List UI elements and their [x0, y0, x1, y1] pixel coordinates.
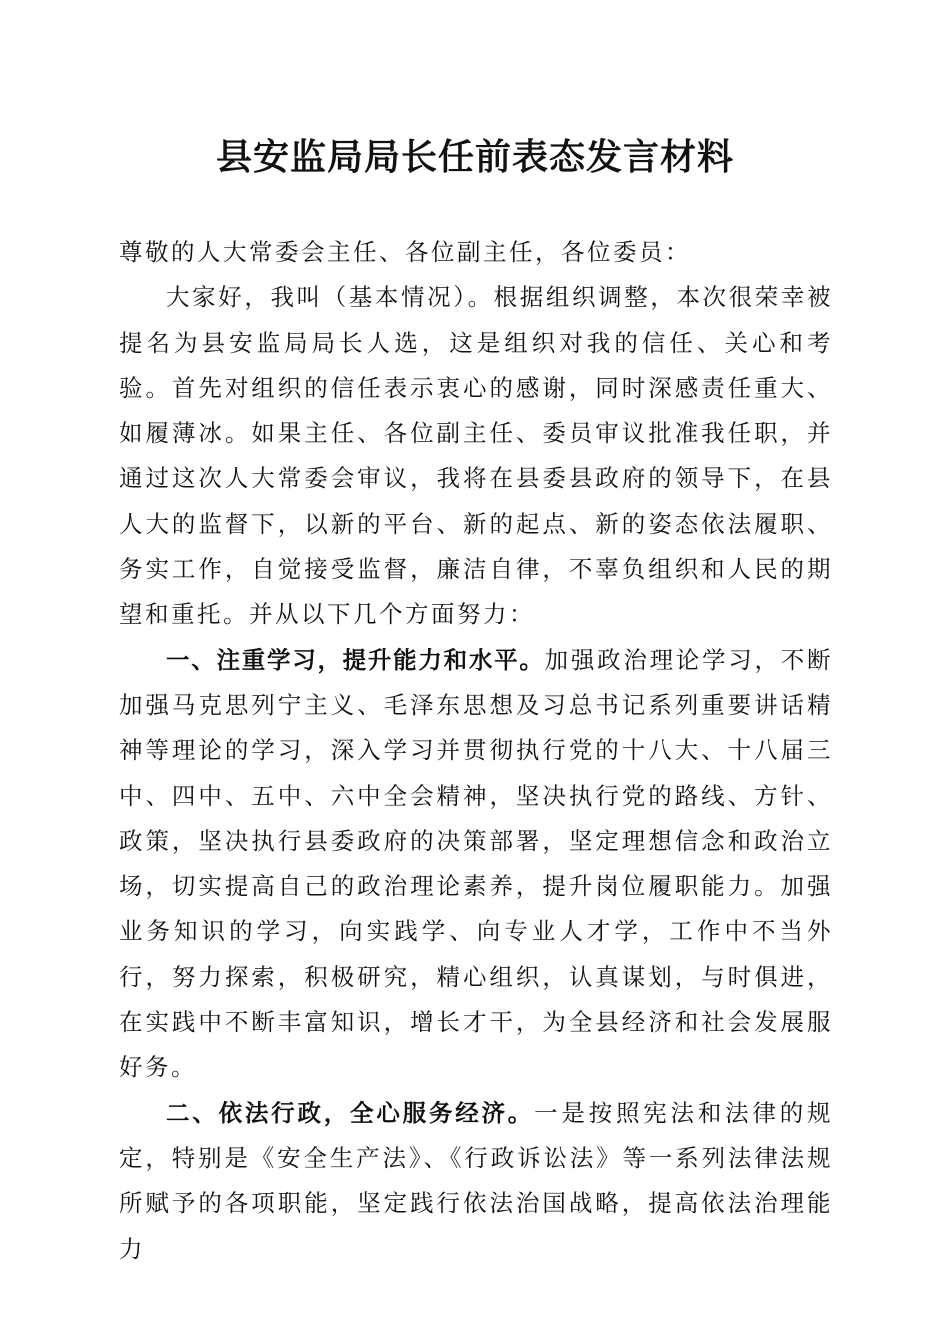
section-1-heading: 一、注重学习，提升能力和水平。 [166, 645, 545, 674]
section-1-text: 加强政治理论学习，不断加强马克思列宁主义、毛泽东思想及习总书记系列重要讲话精神等理论的学习，深入学习并贯彻执行党的十八大、十八届三中、四中、五中、六中全会精神，坚决执行党的路线、方针、政策，坚决执行县委政府的决策部署，坚定理想信念和政治立场，切实提高自己的政治理论素养，提升岗位履职能力。加强业务知识的学习，向实践学、向专业人才学，工作中不当外行，努力探索，积极研究，精心组织，认真谋划，与时俱进，在实践中不断丰富知识，增长才干，为全县经济和社会发展服好务。 [119, 645, 834, 1082]
intro-paragraph: 大家好，我叫（基本情况）。根据组织调整，本次很荣幸被提名为县安监局局长人选，这是组织对我的信任、关心和考验。首先对组织的信任表示衷心的感谢，同时深感责任重大、如履薄冰。如果主任、各位副主任、委员审议批准我任职，并通过这次人大常委会审议，我将在县委县政府的领导下，在县人大的监督下，以新的平台、新的起点、新的姿态依法履职、务实工作，自觉接受监督，廉洁自律，不辜负组织和人民的期望和重托。并从以下几个方面努力： [119, 283, 833, 629]
document-title: 县安监局局长任前表态发言材料 [215, 137, 734, 178]
section-2-paragraph [119, 1091, 833, 1272]
section-2-text: 一是按照宪法和法律的规定，特别是《安全生产法》、《行政诉讼法》等一系列法律法规所赋予的各项职能，坚定践行依法治国战略，提高依法治理能力 [119, 1098, 834, 1263]
section-1-paragraph [119, 638, 833, 1091]
section-2-heading: 二、依法行政，全心服务经济。 [166, 1098, 535, 1127]
salutation: 尊敬的人大常委会主任、各位副主任，各位委员： [119, 238, 691, 266]
document-body [119, 230, 833, 1272]
